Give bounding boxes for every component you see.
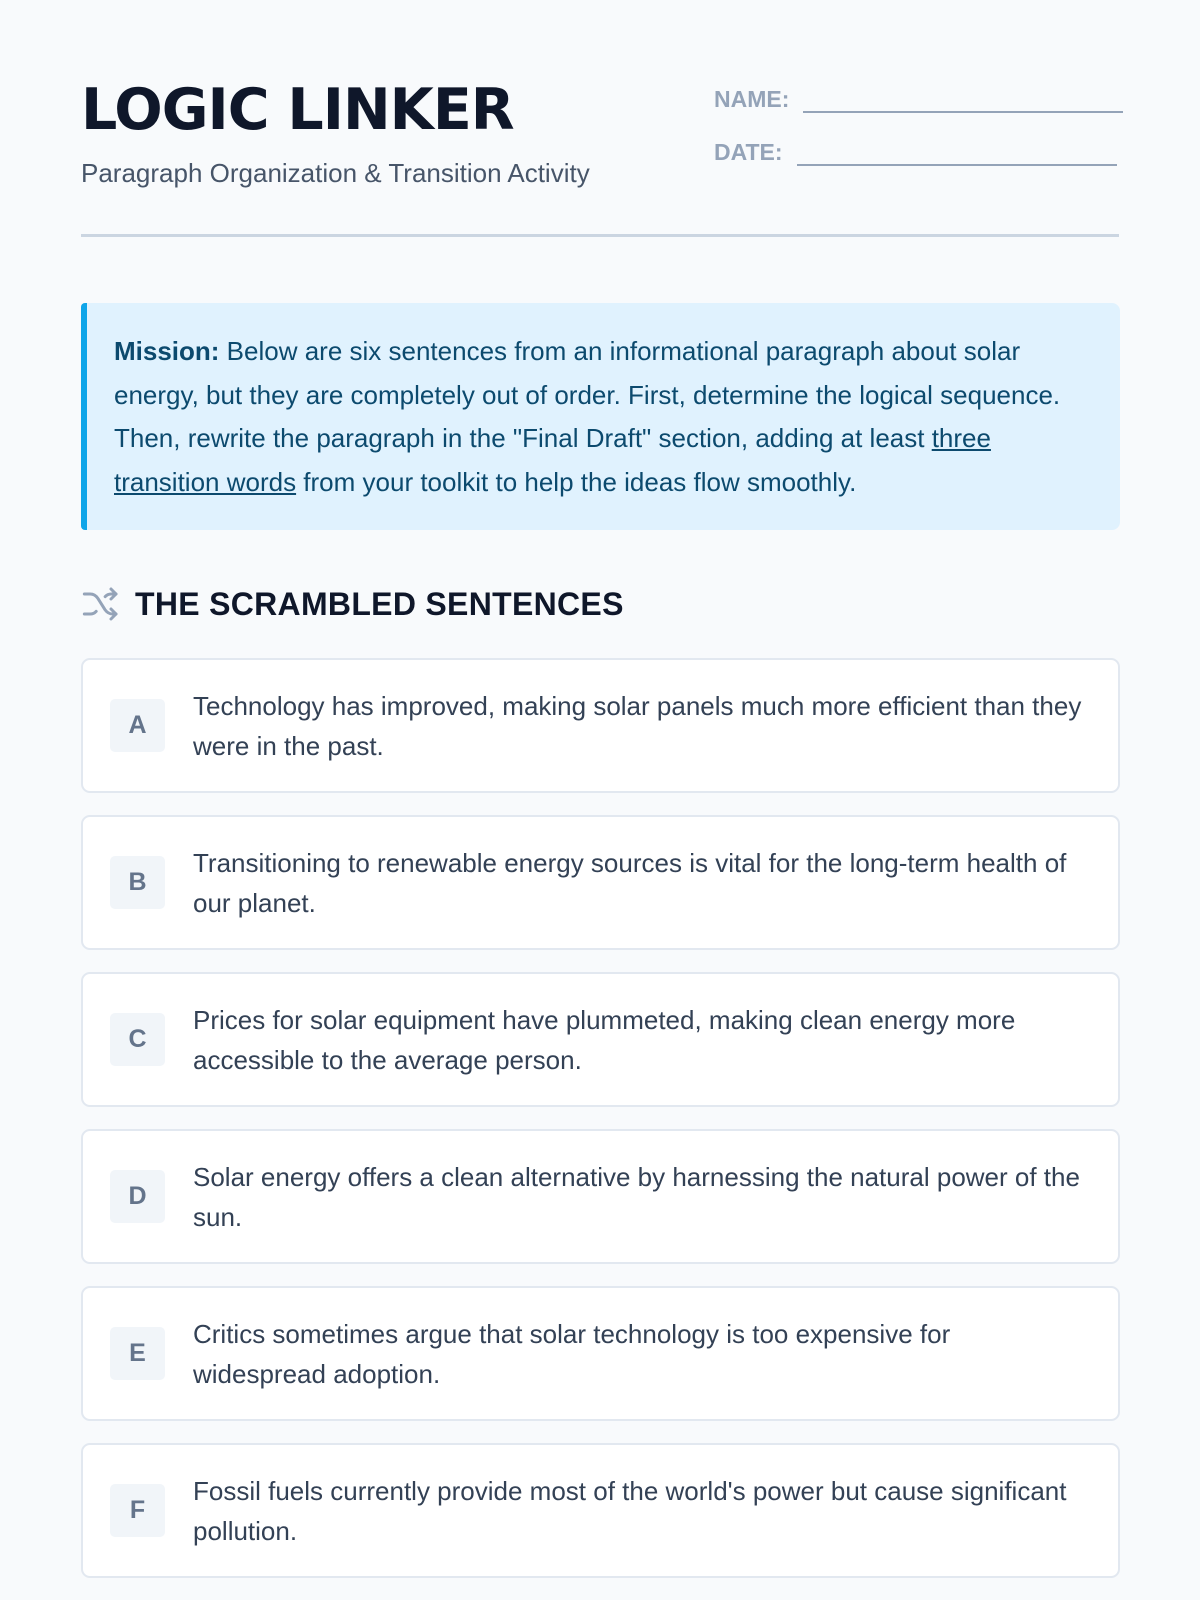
sentence-letter: A xyxy=(110,699,165,752)
sentence-card-f[interactable] xyxy=(81,1443,1120,1578)
mission-label: Mission: xyxy=(114,336,220,366)
sentence-text: Prices for solar equipment have plummeted, making clean energy more accessible to the average person. xyxy=(193,1004,1016,1075)
page-subtitle: Paragraph Organization & Transition Activity xyxy=(81,158,590,188)
header xyxy=(81,0,1119,237)
sentence-list xyxy=(81,658,1120,1600)
name-label: NAME: xyxy=(714,86,790,112)
page-title: LOGIC LINKER xyxy=(81,77,514,143)
name-input-line[interactable] xyxy=(803,87,1123,113)
mission-text-before: Below are six sentences from an informational paragraph about solar energy, but they are completely out of order. First, determine the logical sequence. Then, rewrite the paragraph in the "Final Draft" section, adding at least xyxy=(114,336,1061,453)
sentence-card-d[interactable] xyxy=(81,1129,1120,1264)
sentence-letter: F xyxy=(110,1484,165,1537)
sentence-text: Solar energy offers a clean alternative by harnessing the natural power of the sun. xyxy=(193,1161,1080,1232)
sentence-text: Fossil fuels currently provide most of the world's power but cause significant pollution. xyxy=(193,1475,1067,1546)
date-label: DATE: xyxy=(714,139,783,165)
sentence-card-c[interactable] xyxy=(81,972,1120,1107)
sentence-card-b[interactable] xyxy=(81,815,1120,950)
shuffle-icon xyxy=(81,584,121,624)
section-title: THE SCRAMBLED SENTENCES xyxy=(135,585,624,622)
mission-underlined: three transition words xyxy=(114,423,991,497)
sentence-letter: C xyxy=(110,1013,165,1066)
sentence-letter: B xyxy=(110,856,165,909)
name-field xyxy=(714,86,1123,113)
sentence-letter: D xyxy=(110,1170,165,1223)
date-field xyxy=(714,139,1117,166)
sentence-text: Critics sometimes argue that solar technology is too expensive for widespread adoption. xyxy=(193,1318,951,1389)
sentence-card-e[interactable] xyxy=(81,1286,1120,1421)
sentence-text: Technology has improved, making solar panels much more efficient than they were in the past. xyxy=(193,690,1082,761)
mission-text-after: from your toolkit to help the ideas flow smoothly. xyxy=(296,466,857,497)
mission-box xyxy=(81,303,1120,530)
sentence-card-a[interactable] xyxy=(81,658,1120,793)
section-heading xyxy=(81,584,624,624)
date-input-line[interactable] xyxy=(797,140,1117,166)
sentence-text: Transitioning to renewable energy sources is vital for the long-term health of our planet. xyxy=(193,847,1067,918)
sentence-letter: E xyxy=(110,1327,165,1380)
